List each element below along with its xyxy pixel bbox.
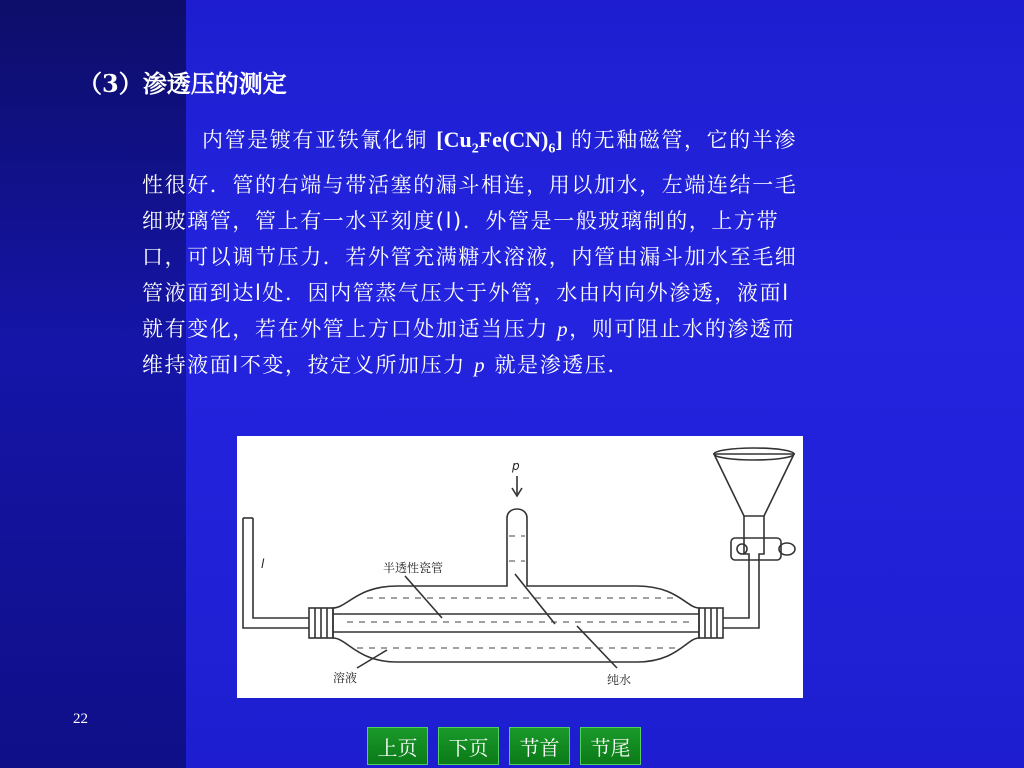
section-start-button[interactable]: 节首	[509, 727, 570, 765]
formula-subscript: 6	[548, 141, 556, 157]
line-text: 就是渗透压．	[486, 353, 631, 378]
paragraph-line: 细玻璃管，管上有一水平刻度(l)．外管是一般玻璃制的，上方带	[142, 209, 780, 234]
funnel	[714, 454, 794, 516]
formula-part: [Cu	[436, 127, 472, 152]
outer-glass-vessel	[333, 509, 699, 662]
slide-title: （3）渗透压的测定	[78, 69, 287, 98]
slide-navigation	[367, 727, 641, 767]
paragraph-line: 管液面到达l处．因内管蒸气压大于外管，水由内向外渗透，液面l	[142, 281, 790, 306]
paragraph-line	[142, 122, 977, 167]
label-solution: 溶液	[333, 671, 358, 685]
label-semipermeable-tube: 半透性瓷管	[383, 561, 444, 575]
prev-page-button[interactable]: 上页	[367, 727, 428, 765]
section-end-button[interactable]: 节尾	[580, 727, 641, 765]
left-decor-strip	[0, 0, 186, 768]
pressure-variable: p	[557, 317, 570, 342]
paragraph-line	[142, 347, 977, 383]
apparatus-diagram	[237, 436, 803, 698]
stopcock	[731, 538, 781, 560]
line-text: 维持液面l不变，按定义所加压力	[142, 353, 475, 378]
formula-part: ]	[555, 127, 563, 152]
label-pure-water: 纯水	[607, 673, 632, 687]
label-p: p	[512, 459, 520, 473]
pressure-variable: p	[474, 353, 487, 378]
paragraph-line: 性很好．管的右端与带活塞的漏斗相连，用以加水，左端连结一毛	[142, 173, 798, 198]
line-text: 的无釉磁管，它的半渗	[562, 128, 797, 152]
line-text: ，则可阻止水的渗透而	[569, 317, 796, 342]
body-paragraph	[142, 122, 977, 383]
paragraph-line	[142, 311, 977, 347]
line-text: 内管是镀有亚铁氰化铜	[202, 128, 437, 152]
line-text: 就有变化，若在外管上方口处加适当压力	[142, 317, 558, 342]
formula-subscript: 2	[471, 141, 479, 157]
formula-part: Fe(CN)	[478, 127, 549, 152]
paragraph-line: 口，可以调节压力．若外管充满糖水溶液，内管由漏斗加水至毛细	[142, 245, 798, 270]
page-number: 22	[73, 711, 88, 727]
next-page-button[interactable]: 下页	[438, 727, 499, 765]
osmotic-pressure-apparatus-figure	[237, 436, 803, 698]
label-l: l	[261, 557, 265, 571]
chemical-formula	[436, 127, 563, 157]
